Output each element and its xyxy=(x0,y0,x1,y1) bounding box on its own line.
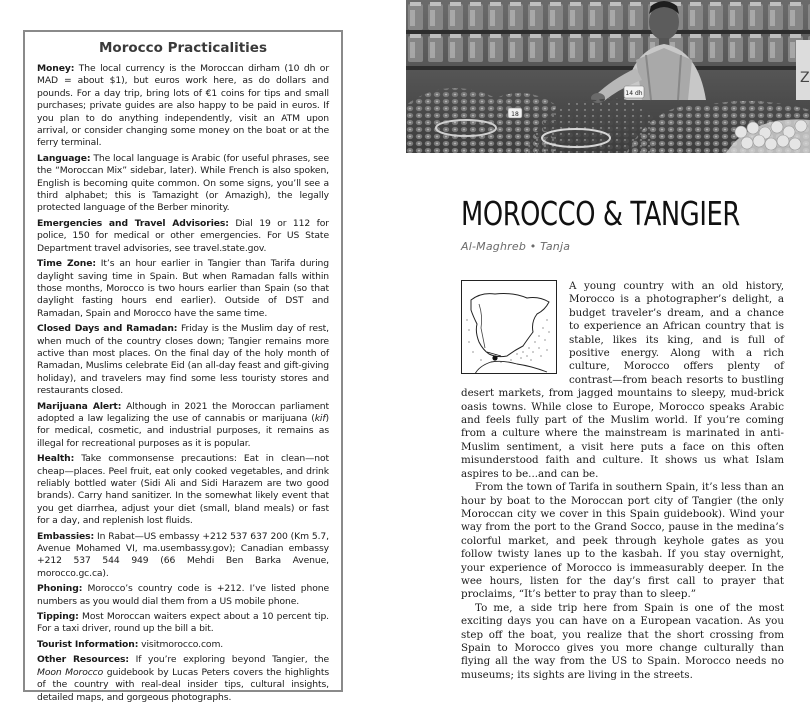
market-photo xyxy=(406,0,810,153)
entry-embassies xyxy=(37,531,329,581)
entry-text: Most Moroccan waiters expect about a 10 percent tip. For a taxi driver, round up the bill a bit. xyxy=(37,611,329,635)
entry-text: Friday is the Muslim day of rest, when much of the country closes down; Tangier remains more active than most places. On the final day of the holy month of Ramadan, Muslims celebrate Eid (an all-day feast and gift-giving holiday), and travelers may find some less touristy stores and restaurants closed. xyxy=(37,323,329,397)
entry-text: The local language is Arabic (for useful phrases, see the “Moroccan Mix” sidebar, later). While French is also spoken, English is becoming quite common. On some signs, you’ll see a third alphabet; this is Tamazight (or Amazigh), the legally protected language of the Berber minority. xyxy=(37,152,329,214)
entry-text: If you’re exploring beyond Tangier, the xyxy=(128,654,329,666)
price-tag-text: 14 dh xyxy=(625,90,643,97)
body-paragraph: A young country with an old history, Morocco is a photographer’s delight, a budget traveler’s dream, and a chance to experience an African country that is stable, likes its king, and is full of positive energy. Along with a rich culture, Morocco offers plenty of contrast—from beach resorts to bustling desert markets, from jagged mountains to sleepy, mud-brick oasis towns. While close to Europe, Morocco speaks Arabic and feels fully part of the Muslim world. If you’re coming from a culture where the mainstream is marinated in anti-Muslim sentiment, a visit here puts a face on this often misunderstood faith and culture. It shows us what Islam aspires to be...and can be. xyxy=(461,280,784,480)
tangier-marker xyxy=(492,355,497,360)
locator-map xyxy=(461,280,557,374)
body-paragraph: To me, a side trip here from Spain is one of the most exciting days you can have on a European vacation. As you step off the boat, you realize that the short crossing from Spain to Morocco gives you more change culturally than flying all the way from the US to Spain. Morocco needs no museums; its sights are living in the streets. xyxy=(461,601,784,681)
entry-tipping xyxy=(37,611,329,636)
sidebar-content xyxy=(37,40,329,707)
entry-italic: kif xyxy=(314,412,326,424)
entry-text: In Rabat—US embassy +212 537 637 200 (Km 5.7, Avenue Mohamed VI, ma.usembassy.gov); Canadian embassy +212 537 544 949 (66 Mehdi Ben Barka Avenue, morocco.gc.ca). xyxy=(37,530,329,579)
entry-label: Language: xyxy=(37,152,91,164)
body-text xyxy=(461,280,784,682)
entry-label: Time Zone: xyxy=(37,258,96,270)
entry-label: Embassies: xyxy=(37,530,95,542)
market-photo-illustration xyxy=(406,0,810,153)
entry-label: Closed Days and Ramadan: xyxy=(37,323,178,335)
locator-map-wrapper xyxy=(461,280,561,377)
chapter-title: MOROCCO & TANGIER xyxy=(461,194,740,233)
entry-emergencies xyxy=(37,218,329,255)
entry-label: Money: xyxy=(37,63,75,74)
entry-phoning xyxy=(37,583,329,608)
entry-label: Health: xyxy=(37,453,75,465)
entry-text: visitmorocco.com. xyxy=(138,638,224,650)
practicalities-sidebar xyxy=(23,30,343,703)
entry-closed-days xyxy=(37,323,329,397)
entry-label: Tourist Information: xyxy=(37,638,139,650)
entry-text: The local currency is the Moroccan dirham (10 dh or MAD = about $1), but euros work here, as do dollars and pounds. For a day trip, bring lots of €1 coins for tips and small purchases; private guides are also happy to be paid in euros. If you plan to do anything independently, visit an ATM upon arrival, or consider changing some money on the boat or at the ferry terminal. xyxy=(37,63,329,149)
price-tag-text: 18 xyxy=(511,111,519,118)
sidebar-title: Morocco Practicalities xyxy=(98,40,267,56)
entry-text: Dial 19 or 112 for police, 150 for medical or other emergencies. For US State Department travel advisories, see travel.state.gov. xyxy=(37,217,329,254)
entry-text: guidebook by Lucas Peters covers the highlights of the country with real-deal insider tips, cultural insights, detailed maps, and gorgeous photographs. xyxy=(37,666,330,703)
entry-other-resources xyxy=(37,654,329,704)
entry-text: Take commonsense precautions: Eat in clean—not cheap—places. Peel fruit, eat only cooked vegetables, and drink reliably bottled water (Sidi Ali and Sidi Harazem are two good brands). Carry hand sanitizer. In the somewhat likely event that you get diarrhea, adjust your diet (small, bland meals) or fast for a day, and replenish lost fluids. xyxy=(37,453,329,527)
entry-text: It’s an hour earlier in Tangier than Tarifa during daylight saving time in Spain. But when Ramadan falls within those months, Morocco is two hours earlier than Spain (so that daylight fasting hours end earlier). Outside of DST and Ramadan, Spain and Morocco have the same time. xyxy=(37,258,329,319)
entry-label: Tipping: xyxy=(37,611,79,623)
entry-label: Marijuana Alert: xyxy=(37,400,122,412)
entry-label: Phoning: xyxy=(37,583,83,595)
entry-health xyxy=(37,453,329,527)
chapter-subtitle: Al-Maghreb • Tanja xyxy=(461,240,571,253)
entry-label: Other Resources: xyxy=(37,654,129,666)
entry-label: Emergencies and Travel Advisories: xyxy=(37,217,229,229)
entry-language xyxy=(37,153,329,215)
entry-tourist-info xyxy=(37,639,329,651)
entry-text: Although in 2021 the Moroccan parliament adopted a law legalizing the use of cannabis or marijuana ( xyxy=(37,400,330,424)
price-tag xyxy=(624,86,644,98)
entry-text: ) for medical, cosmetic, and industrial purposes, it remains as illegal for recreational purposes as it is popular. xyxy=(37,412,329,449)
entry-text: Morocco’s country code is +212. I’ve listed phone numbers as you would dial them from a US mobile phone. xyxy=(37,583,329,607)
body-paragraph: From the town of Tarifa in southern Spain, it’s less than an hour by boat to the Moroccan port city of Tangier (the only Moroccan city we cover in this Spain guidebook). Wind your way from the port to the Grand Socco, pause in the medina’s colorful market, and peek through keyhole gates as you follow twisty lanes up to the kasbah. If you stay overnight, your experience of Morocco is immeasurably deeper. In the wee hours, listen for the day’s first call to prayer that proclaims, “It’s better to pray than to sleep.” xyxy=(461,481,784,601)
entry-marijuana xyxy=(37,401,329,451)
price-tag xyxy=(508,108,522,118)
entry-money xyxy=(37,63,329,150)
entry-italic: Moon Morocco xyxy=(37,666,104,678)
entry-time-zone xyxy=(37,258,329,320)
svg-text:Z: Z xyxy=(800,70,810,86)
